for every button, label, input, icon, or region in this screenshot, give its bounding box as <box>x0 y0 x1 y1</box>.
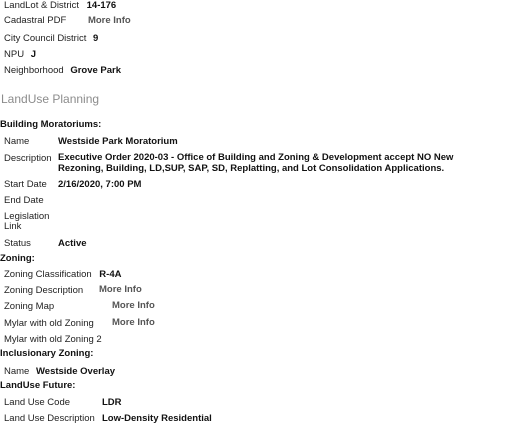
mylar-old-zoning-more-info-link[interactable]: More Info <box>112 317 155 328</box>
inclusionary-name-label: Name <box>4 366 30 377</box>
council-district-row <box>4 33 98 45</box>
neighborhood-row <box>4 65 121 77</box>
cadastral-row <box>4 15 131 27</box>
zoning-classification-value: R-4A <box>99 269 122 280</box>
moratorium-description-line1: Executive Order 2020-03 - Office of Building and Zoning & Development accept NO New <box>58 152 454 163</box>
end-date-label: End Date <box>4 195 44 206</box>
land-use-code-value: LDR <box>102 397 122 408</box>
cadastral-more-info-link[interactable]: More Info <box>87 15 131 26</box>
council-district-label: City Council District <box>4 33 87 44</box>
npu-label: NPU <box>4 49 25 60</box>
start-date-label: Start Date <box>4 179 47 190</box>
building-moratoriums-heading: Building Moratoriums: <box>0 119 102 130</box>
cadastral-label: Cadastral PDF <box>4 15 67 26</box>
legislation-label: Legislation <box>4 211 50 222</box>
landuse-future-heading: LandUse Future: <box>0 380 76 391</box>
status-label: Status <box>4 238 31 249</box>
inclusionary-zoning-heading: Inclusionary Zoning: <box>0 348 94 359</box>
landlot-row <box>4 0 116 12</box>
land-use-code-label: Land Use Code <box>4 397 71 408</box>
moratorium-description-label: Description <box>4 153 52 164</box>
zoning-map-label: Zoning Map <box>4 301 55 312</box>
landlot-value: 14-176 <box>86 0 117 11</box>
zoning-description-label: Zoning Description <box>4 285 84 296</box>
landlot-label: LandLot & District <box>4 0 79 11</box>
moratorium-name-row <box>4 136 29 148</box>
moratorium-description-line2: Rezoning, Building, LD,SUP, SAP, SD, Replatting, and Lot Consolidation Applications. <box>58 163 445 174</box>
legislation-link-label: Link <box>4 221 22 232</box>
npu-value: J <box>30 49 36 60</box>
council-district-value: 9 <box>93 33 99 44</box>
zoning-classification-label: Zoning Classification <box>4 269 92 280</box>
mylar-old-zoning-label: Mylar with old Zoning <box>4 318 94 329</box>
landuse-planning-title: LandUse Planning <box>1 92 100 106</box>
land-use-description-label: Land Use Description <box>4 413 95 424</box>
status-value: Active <box>58 238 87 249</box>
land-use-description-value: Low-Density Residential <box>102 413 212 424</box>
start-date-value: 2/16/2020, 7:00 PM <box>58 179 142 190</box>
inclusionary-name-value: Westside Overlay <box>35 366 116 377</box>
zoning-classification-row <box>4 269 121 281</box>
zoning-description-more-info-link[interactable]: More Info <box>99 284 142 295</box>
neighborhood-label: Neighborhood <box>4 65 64 76</box>
moratorium-name-value: Westside Park Moratorium <box>58 136 178 147</box>
mylar-old-zoning-2-label: Mylar with old Zoning 2 <box>4 334 102 345</box>
inclusionary-name-row <box>4 366 115 378</box>
zoning-heading: Zoning: <box>0 253 35 264</box>
moratorium-name-label: Name <box>4 136 30 147</box>
zoning-map-more-info-link[interactable]: More Info <box>112 300 155 311</box>
neighborhood-value: Grove Park <box>70 65 122 76</box>
npu-row <box>4 49 36 61</box>
